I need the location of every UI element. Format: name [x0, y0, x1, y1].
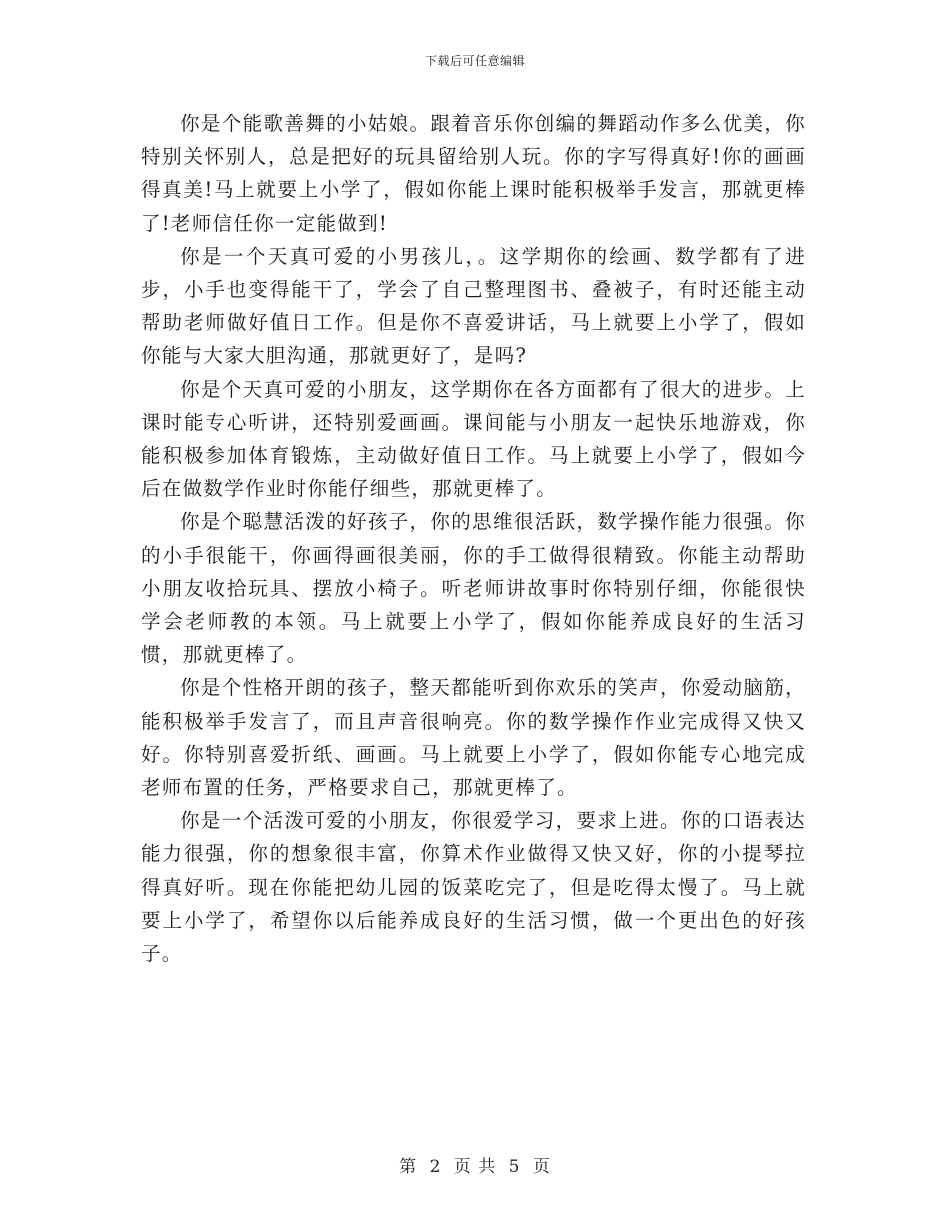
- paragraph: 你是个聪慧活泼的好孩子，你的思维很活跃，数学操作能力很强。你的小手很能干，你画得画很美丽，你的手工做得很精致。你能主动帮助小朋友收拾玩具、摆放小椅子。听老师讲故事时你特别仔细，你能很快学会老师教的本领。马上就要上小学了，假如你能养成良好的生活习惯，那就更棒了。: [141, 510, 806, 667]
- document-body: [141, 107, 806, 970]
- paragraph: 你是个性格开朗的孩子，整天都能听到你欢乐的笑声，你爱动脑筋，能积极举手发言了，而且声音很响亮。你的数学操作作业完成得又快又好。你特别喜爱折纸、画画。马上就要上小学了，假如你能专心地完成老师布置的任务，严格要求自己，那就更棒了。: [141, 676, 806, 800]
- footer-prefix: 第: [399, 1157, 418, 1177]
- paragraph: 你是个能歌善舞的小姑娘。跟着音乐你创编的舞蹈动作多么优美，你特别关怀别人，总是把好的玩具留给别人玩。你的字写得真好!你的画画得真美!马上就要上小学了，假如你能上课时能积极举手发言，那就更棒了!老师信任你一定能做到!: [141, 112, 806, 235]
- total-page-count: 5: [508, 1157, 521, 1177]
- paragraph: 你是一个活泼可爱的小朋友，你很爱学习，要求上进。你的口语表达能力很强，你的想象很丰富，你算术作业做得又快又好，你的小提琴拉得真好听。现在你能把幼儿园的饭菜吃完了，但是吃得太慢了。马上就要上小学了，希望你以后能养成良好的生活习惯，做一个更出色的好孩子。: [141, 809, 806, 966]
- paragraph: 你是一个天真可爱的小男孩儿，。这学期你的绘画、数学都有了进步，小手也变得能干了，学会了自己整理图书、叠被子，有时还能主动帮助老师做好值日工作。但是你不喜爱讲话，马上就要上小学了，假如你能与大家大胆沟通，那就更好了，是吗?: [141, 244, 806, 368]
- page-number-footer: [0, 1152, 950, 1177]
- footer-middle: 页 共: [453, 1157, 497, 1177]
- paragraph: 你是个天真可爱的小朋友，这学期你在各方面都有了很大的进步。上课时能专心听讲，还特别爱画画。课间能与小朋友一起快乐地游戏，你能积极参加体育锻炼，主动做好值日工作。马上就要上小学了，假如今后在做数学作业时你能仔细些，那就更棒了。: [141, 377, 806, 501]
- footer-suffix: 页: [532, 1157, 551, 1177]
- page-header: 下载后可任意编辑: [424, 54, 525, 68]
- current-page-number: 2: [429, 1157, 442, 1177]
